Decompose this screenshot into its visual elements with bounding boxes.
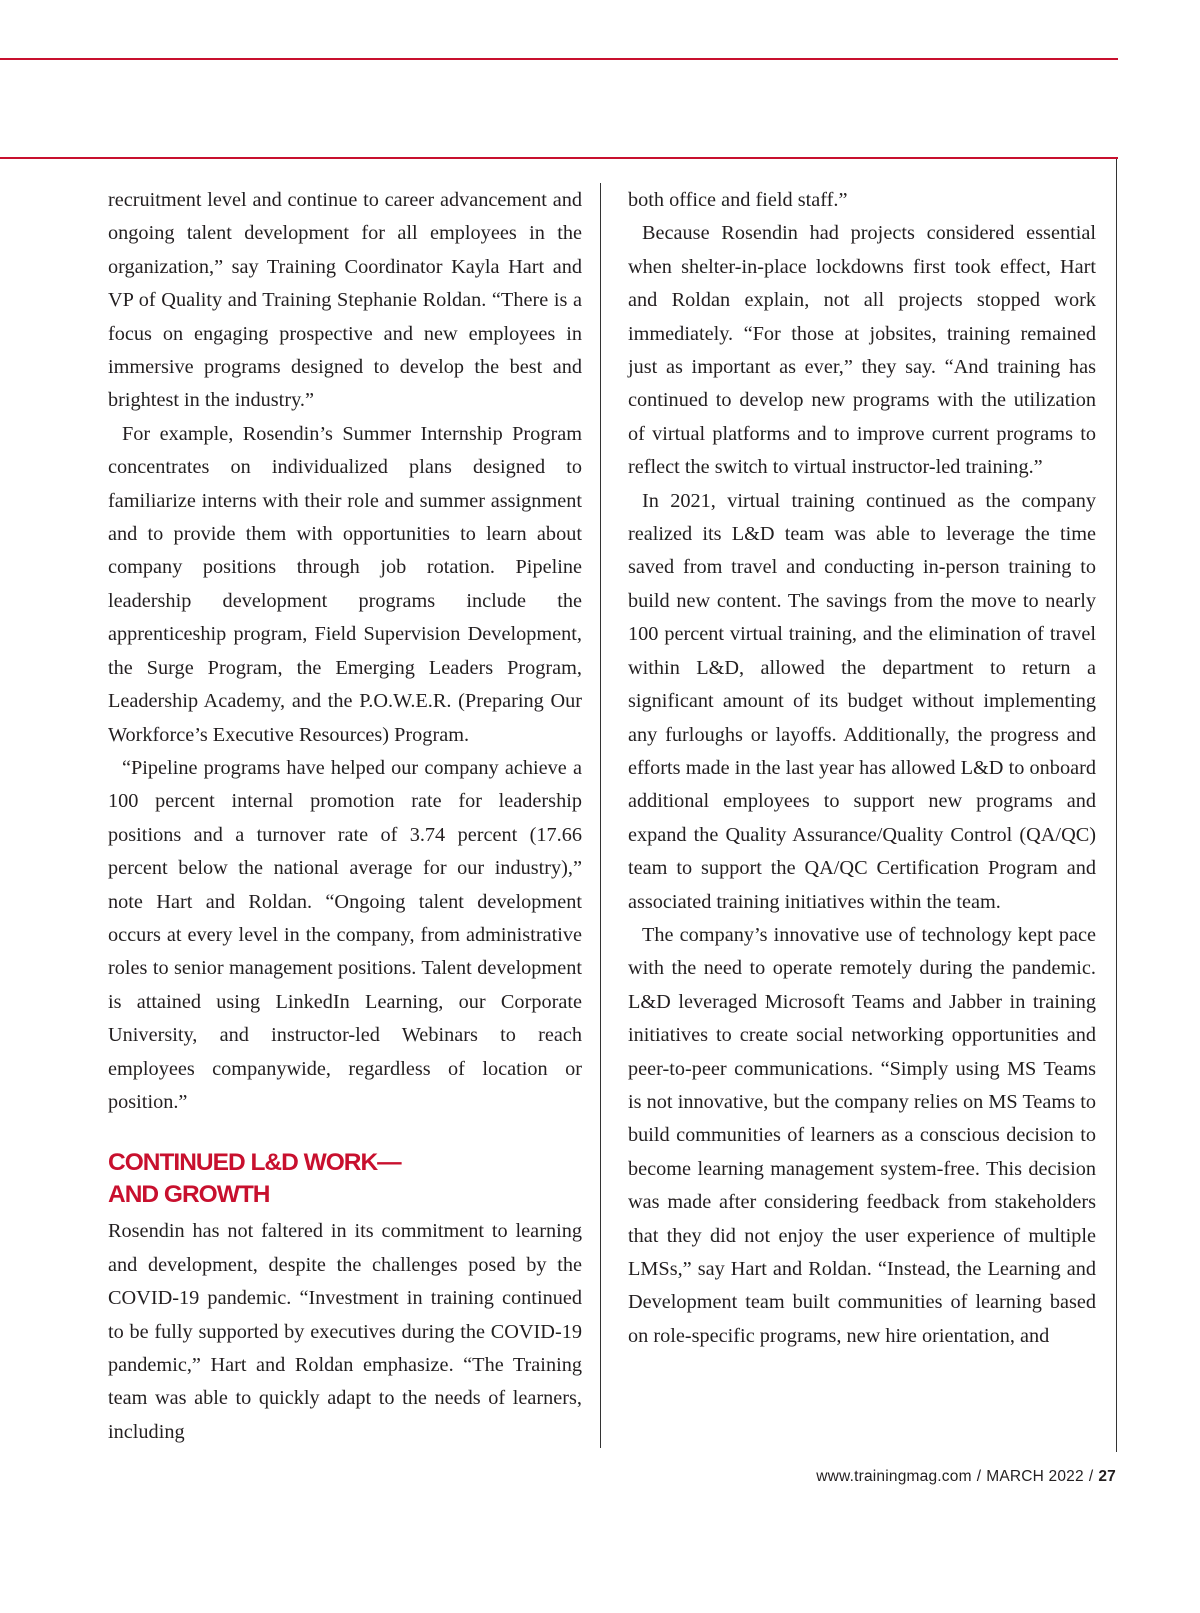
right-margin-rule [1116,159,1117,1452]
column-divider [600,183,601,1448]
body-paragraph: For example, Rosendin’s Summer Internship Program concentrates on individualized plans designed to familiarize interns with their role and summer assignment and to provide them with opportunities to learn about company positions through job rotation. Pipeline leadership development programs include the apprenticeship program, Field Supervision Development, the Surge Program, the Emerging Leaders Program, Leadership Academy, and the P.O.W.E.R. (Preparing Our Workforce’s Executive Resources) Program. [108,422,582,746]
page-footer [816,1468,1116,1486]
top-rule [0,58,1118,60]
page-number: 27 [1098,1468,1116,1485]
body-paragraph: recruitment level and continue to career advancement and ongoing talent development for all employees in the organization,” say Training Coordinator Kayla Hart and VP of Quality and Training Stephanie Roldan. “There is a focus on engaging prospective and new employees in immersive programs designed to develop the best and brightest in the industry.” [108,189,582,412]
right-column [628,184,1096,1353]
footer-separator: / [976,1468,982,1485]
header-rule [0,157,1118,159]
footer-site: www.trainingmag.com [816,1468,972,1485]
section-heading-line: CONTINUED L&D WORK— [108,1149,401,1177]
body-paragraph: The company’s innovative use of technology kept pace with the need to operate remotely during the pandemic. L&D leveraged Microsoft Teams and Jabber in training initiatives to create social networking opportunities and peer-to-peer communications. “Simply using MS Teams is not innovative, but the company relies on MS Teams to build communities of learners as a conscious decision to become learning management system-free. This decision was made after considering feedback from stakeholders that they did not enjoy the user experience of multiple LMSs,” say Hart and Roldan. “Instead, the Learning and Development team built communities of learning based on role-specific programs, new hire orientation, and [628,923,1096,1347]
footer-separator: / [1088,1468,1094,1485]
body-paragraph: “Pipeline programs have helped our company achieve a 100 percent internal promotion rate for leadership positions and a turnover rate of 3.74 percent (17.66 percent below the national average for our industry),” note Hart and Roldan. “Ongoing talent development occurs at every level in the company, from administrative roles to senior management positions. Talent development is attained using LinkedIn Learning, our Corporate University, and instructor-led Webinars to reach employees companywide, regardless of location or position.” [108,756,582,1113]
left-column [108,184,582,1449]
body-paragraph: both office and field staff.” [628,189,848,211]
body-paragraph: Because Rosendin had projects considered essential when shelter-in-place lockdowns first took effect, Hart and Roldan explain, not all projects stopped work immediately. “For those at jobsites, training remained just as important as ever,” they say. “And training has continued to develop new programs with the utilization of virtual platforms and to improve current programs to reflect the switch to virtual instructor-led training.” [628,222,1096,479]
section-heading-line: AND GROWTH [108,1181,270,1209]
section-heading [108,1147,582,1211]
footer-issue: MARCH 2022 [986,1468,1084,1485]
body-paragraph: Rosendin has not faltered in its commitment to learning and development, despite the challenges posed by the COVID-19 pandemic. “Investment in training continued to be fully supported by executives during the COVID-19 pandemic,” Hart and Roldan emphasize. “The Training team was able to quickly adapt to the needs of learners, including [108,1220,582,1443]
body-paragraph: In 2021, virtual training continued as the company realized its L&D team was able to leverage the time saved from travel and conducting in-person training to build new content. The savings from the move to nearly 100 percent virtual training, and the elimination of travel within L&D, allowed the department to return a significant amount of its budget without implementing any furloughs or layoffs. Additionally, the progress and efforts made in the last year has allowed L&D to onboard additional employees to support new programs and expand the Quality Assurance/Quality Control (QA/QC) team to support the QA/QC Certification Program and associated training initiatives within the team. [628,489,1096,913]
